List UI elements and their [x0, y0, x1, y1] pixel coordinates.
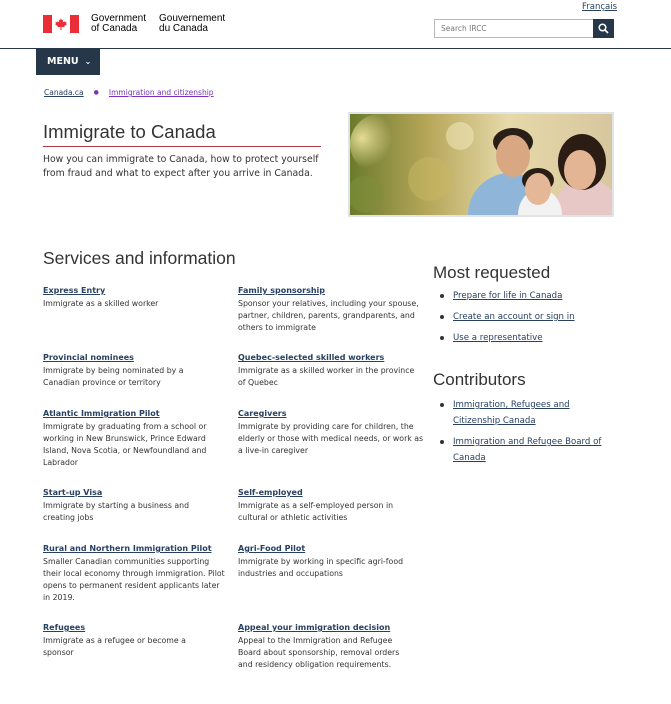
service-link-self-employed[interactable]: Self-employed [238, 488, 303, 497]
most-requested-list [440, 288, 620, 346]
signature-fr-line-2: du Canada [159, 23, 208, 34]
signature-en-line-2: of Canada [91, 23, 138, 34]
service-item [238, 352, 423, 389]
service-description: Immigrate as a skilled worker in the province of Quebec [238, 366, 415, 387]
link-create-account-sign-in[interactable]: Create an account or sign in [453, 312, 575, 322]
link-ircc[interactable]: Immigration, Refugees and Citizenship Canada [453, 400, 570, 426]
service-item [43, 408, 221, 469]
list-item [440, 397, 615, 429]
chevron-down-icon: ⌄ [84, 57, 92, 66]
search-bar [434, 19, 614, 38]
government-of-canada-logo[interactable] [43, 14, 238, 34]
search-button[interactable] [593, 19, 614, 38]
contributors-list [440, 397, 615, 466]
service-item [238, 622, 414, 671]
service-description: Immigrate by being nominated by a Canadian province or territory [43, 366, 184, 387]
title-underline [43, 146, 321, 147]
menu-label: MENU [47, 56, 79, 67]
contributors-heading: Contributors [433, 370, 526, 389]
service-description: Immigrate by providing care for children, the elderly or those with medical needs, or work as a live-in caregiver [238, 422, 424, 455]
service-description: Smaller Canadian communities supporting their local economy through immigration. Pilot opens to permanent resident applicants later in 2019. [43, 557, 225, 602]
service-description: Immigrate by graduating from a school or working in New Brunswick, Prince Edward Island, Nova Scotia, or Newfoundland and Labrador [43, 422, 207, 467]
breadcrumb [44, 88, 214, 97]
service-description: Immigrate by working in specific agri-food industries and occupations [238, 557, 404, 578]
service-description: Immigrate as a refugee or become a sponsor [43, 636, 186, 657]
service-link-atlantic-immigration-pilot[interactable]: Atlantic Immigration Pilot [43, 409, 160, 418]
services-heading: Services and information [43, 248, 236, 268]
list-item [440, 330, 620, 346]
menu-button[interactable] [36, 48, 100, 75]
service-item [238, 543, 418, 580]
service-description: Appeal to the Immigration and Refugee Board about sponsorship, removal orders and residency obligation requirements. [238, 636, 400, 669]
service-link-refugees[interactable]: Refugees [43, 623, 86, 632]
service-item [238, 285, 423, 334]
list-item [440, 434, 615, 466]
service-item [43, 543, 225, 604]
search-icon [598, 23, 609, 34]
breadcrumb-link-immigration[interactable]: Immigration and citizenship [108, 88, 214, 97]
service-item [238, 408, 424, 457]
service-link-family-sponsorship[interactable]: Family sponsorship [238, 286, 326, 295]
list-item [440, 309, 620, 325]
service-description: Immigrate as a self-employed person in cultural or athletic activities [238, 501, 394, 522]
most-requested-heading: Most requested [433, 263, 551, 282]
signature-en-line-1: Government [91, 13, 147, 24]
service-item [43, 622, 203, 659]
service-item [43, 487, 208, 524]
service-description: Sponsor your relatives, including your spouse, partner, children, parents, grandparents, and others to immigrate [238, 299, 419, 332]
page-title: Immigrate to Canada [43, 121, 216, 142]
service-description: Immigrate by starting a business and creating jobs [43, 501, 190, 522]
link-use-representative[interactable]: Use a representative [453, 333, 543, 343]
breadcrumb-separator-icon: ● [93, 89, 99, 96]
breadcrumb-link-canada[interactable]: Canada.ca [44, 88, 84, 97]
family-photo [348, 112, 614, 217]
list-item [440, 288, 620, 304]
government-signature [91, 14, 238, 34]
signature-fr-line-1: Gouvernement [159, 13, 226, 24]
service-link-quebec-skilled-workers[interactable]: Quebec-selected skilled workers [238, 353, 385, 362]
service-description: Immigrate as a skilled worker [43, 299, 159, 308]
service-link-appeal-decision[interactable]: Appeal your immigration decision [238, 623, 391, 632]
search-input[interactable] [434, 19, 593, 38]
language-toggle-link[interactable]: Français [582, 2, 618, 12]
service-item [43, 285, 223, 310]
service-link-express-entry[interactable]: Express Entry [43, 286, 106, 295]
canada-flag-icon [43, 15, 79, 33]
service-link-start-up-visa[interactable]: Start-up Visa [43, 488, 103, 497]
service-link-agri-food-pilot[interactable]: Agri-Food Pilot [238, 544, 306, 553]
link-irb[interactable]: Immigration and Refugee Board of Canada [453, 437, 602, 463]
service-link-rural-northern-pilot[interactable]: Rural and Northern Immigration Pilot [43, 544, 212, 553]
service-item [43, 352, 203, 389]
service-item [238, 487, 414, 524]
service-link-caregivers[interactable]: Caregivers [238, 409, 287, 418]
link-prepare-for-life[interactable]: Prepare for life in Canada [453, 291, 563, 301]
service-link-provincial-nominees[interactable]: Provincial nominees [43, 353, 134, 362]
page-intro: How you can immigrate to Canada, how to protect yourself from fraud and what to expect after you arrive in Canada. [43, 154, 319, 179]
header-divider [0, 48, 671, 49]
